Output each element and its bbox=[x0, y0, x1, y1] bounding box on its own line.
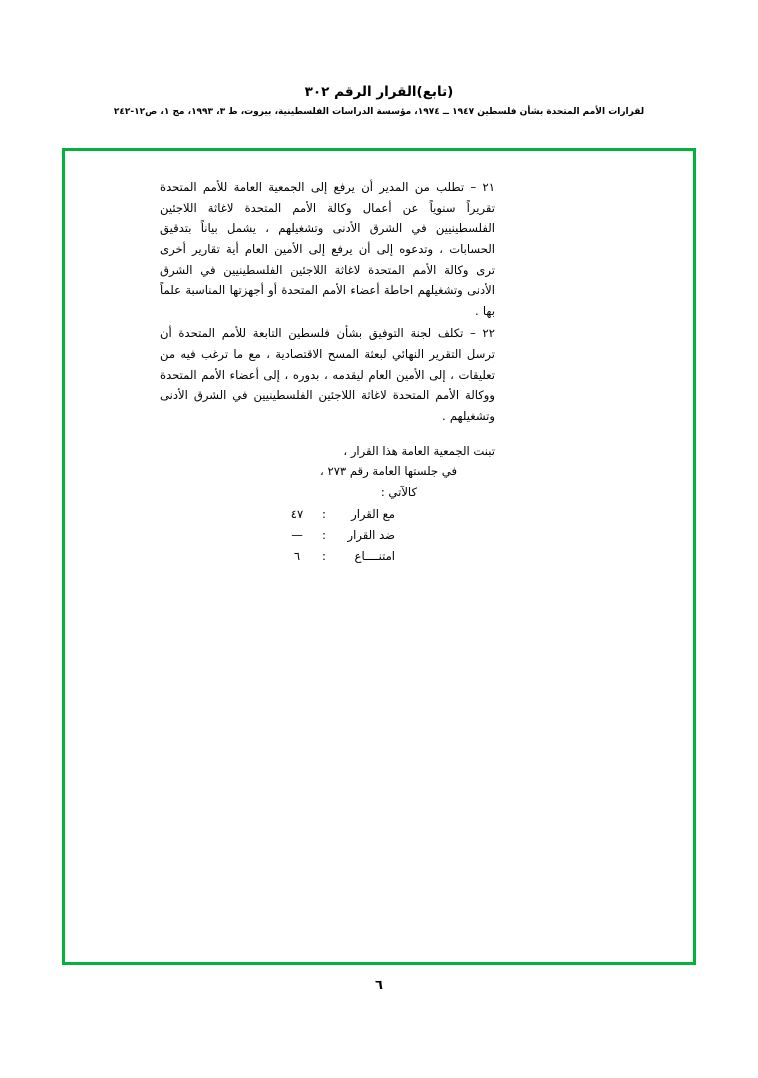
tally-colon: : bbox=[322, 528, 326, 542]
tally-label-against: ضد القرار bbox=[347, 528, 395, 542]
page-number: ٦ bbox=[375, 978, 383, 993]
document-body bbox=[65, 177, 693, 566]
document-title: (تابع)القرار الرقم ٣٠٢ bbox=[304, 84, 454, 100]
page-footer bbox=[0, 978, 758, 993]
document-source-note: لقرارات الأمم المتحدة بشأن فلسطين ١٩٤٧ ــ ١٩٧٤، مؤسسة الدراسات الفلسطينية، بيروت، ط ٣، ١٩٩٣، مج ١، ص١٢-٢٤٢ bbox=[113, 106, 645, 117]
tally-row bbox=[160, 525, 495, 546]
closing-block bbox=[160, 441, 495, 503]
closing-line-3: كالآتي : bbox=[380, 484, 417, 499]
content-frame bbox=[62, 148, 696, 965]
tally-row bbox=[160, 546, 495, 567]
tally-value-for: ٤٧ bbox=[290, 507, 304, 522]
paragraph-22: ٢٢ – تكلف لجنة التوفيق بشأن فلسطين التابعة للأمم المتحدة أن ترسل التقرير النهائي لبعثة المسح الاقتصادية ، مع ما ترغب فيه من تعليقات ، إلى الأمين العام ليقدمه ، بدوره ، إلى أعضاء الأمم المتحدة ووكالة الأمم المتحدة لاغاثة اللاجئين الفلسطينيين في الشرق الأدنى وتشغيلهم . bbox=[160, 326, 495, 423]
page-header bbox=[0, 84, 758, 118]
tally-label-for: مع القرار bbox=[351, 507, 395, 522]
tally-row bbox=[160, 504, 495, 525]
tally-colon: : bbox=[322, 548, 326, 563]
tally-colon: : bbox=[322, 507, 326, 522]
tally-value-abstain: ٦ bbox=[293, 548, 301, 563]
closing-line-1: تبنت الجمعية العامة هذا القرار ، bbox=[343, 443, 495, 458]
vote-tally bbox=[160, 504, 495, 566]
tally-value-against: — bbox=[291, 528, 303, 542]
paragraph-21: ٢١ – تطلب من المدير أن يرفع إلى الجمعية العامة للأمم المتحدة تقريراً سنوياً عن أعمال وكالة الأمم المتحدة لاغاثة اللاجئين الفلسطينيين في الشرق الأدنى وتشغيلهم ، يشمل بياناً بتدقيق الحسابات ، وتدعوه إلى أن يرفع إلى الأمين العام أية تقارير أخرى ترى وكالة الأمم المتحدة لاغاثة اللاجئين الفلسطينيين في الشرق الأدنى وتشغيلهم احاطة أعضاء الأمم المتحدة أو أجهزتها المناسبة علماً بها . bbox=[160, 180, 495, 318]
closing-line-2: في جلستها العامة رقم ٢٧٣ ، bbox=[320, 464, 457, 479]
tally-label-abstain: امتنــــاع bbox=[354, 548, 395, 563]
